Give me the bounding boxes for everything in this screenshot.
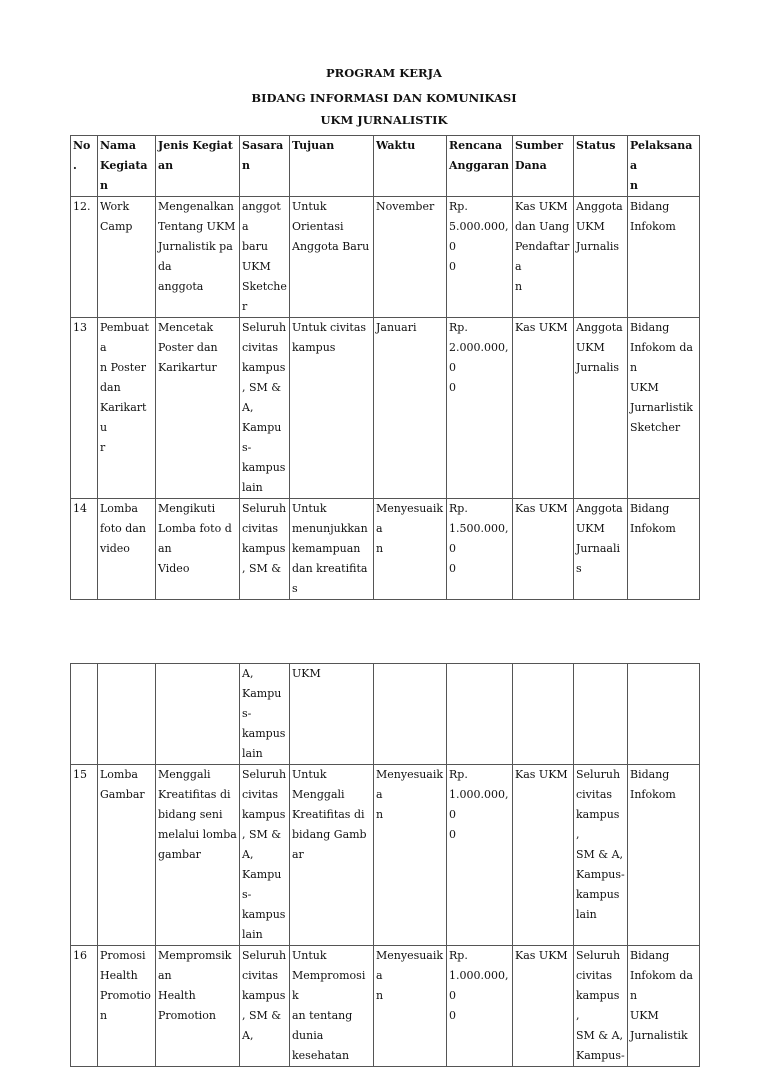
cell-jenis-kegiatan: Mencetak Poster dan Karikartur bbox=[156, 318, 240, 499]
cell-pelaksanaan: Bidang Infokom dan UKM Jurnalistik bbox=[628, 946, 700, 1067]
cell-tujuan: Untuk civitas kampus bbox=[290, 318, 374, 499]
cell-pelaksanaan: Bidang Infokom bbox=[628, 197, 700, 318]
cell-sumber-dana bbox=[513, 664, 574, 765]
cell-waktu: November bbox=[374, 197, 447, 318]
table-row bbox=[71, 946, 700, 1067]
cell-pelaksanaan: Bidang Infokom dan UKM Jurnarlistik Sketcher bbox=[628, 318, 700, 499]
table-header bbox=[71, 136, 700, 197]
cell-status bbox=[574, 664, 628, 765]
cell-status: Anggota UKM Jurnalis bbox=[574, 318, 628, 499]
header-status: Status bbox=[574, 136, 628, 197]
cell-no bbox=[71, 664, 98, 765]
header-jenis-kegiatan: Jenis Kegiatan bbox=[156, 136, 240, 197]
header-rencana-anggaran: Rencana Anggaran bbox=[447, 136, 513, 197]
cell-no: 13 bbox=[71, 318, 98, 499]
cell-sasaran: anggota baru UKM Sketche r bbox=[240, 197, 290, 318]
cell-waktu bbox=[374, 664, 447, 765]
doc-title-1: PROGRAM KERJA bbox=[326, 66, 442, 80]
cell-sumber-dana: Kas UKM bbox=[513, 499, 574, 600]
cell-rencana-anggaran: Rp. 1.000.000,0 0 bbox=[447, 946, 513, 1067]
cell-rencana-anggaran: Rp. 1.000.000,0 0 bbox=[447, 765, 513, 946]
header-sasaran: Sasara n bbox=[240, 136, 290, 197]
cell-sumber-dana: Kas UKM bbox=[513, 946, 574, 1067]
cell-nama-kegiatan: Lomba Gambar bbox=[98, 765, 156, 946]
table-body bbox=[71, 664, 700, 1067]
header-waktu: Waktu bbox=[374, 136, 447, 197]
cell-sasaran: A, Kampu s- kampus lain bbox=[240, 664, 290, 765]
table-row bbox=[71, 197, 700, 318]
cell-no: 16 bbox=[71, 946, 98, 1067]
doc-title-2: BIDANG INFORMASI DAN KOMUNIKASI bbox=[251, 91, 517, 105]
cell-no: 15 bbox=[71, 765, 98, 946]
cell-waktu: Menyesuaika n bbox=[374, 765, 447, 946]
cell-jenis-kegiatan: Menggali Kreatifitas di bidang seni melalui lomba gambar bbox=[156, 765, 240, 946]
cell-pelaksanaan bbox=[628, 664, 700, 765]
cell-sumber-dana: Kas UKM bbox=[513, 318, 574, 499]
cell-rencana-anggaran bbox=[447, 664, 513, 765]
cell-sasaran: Seluruh civitas kampus , SM & A, Kampu s- kampus lain bbox=[240, 318, 290, 499]
cell-jenis-kegiatan: Mengenalkan Tentang UKM Jurnalistik pada anggota bbox=[156, 197, 240, 318]
cell-rencana-anggaran: Rp. 5.000.000,0 0 bbox=[447, 197, 513, 318]
cell-rencana-anggaran: Rp. 1.500.000,0 0 bbox=[447, 499, 513, 600]
work-program-table bbox=[70, 135, 700, 600]
cell-nama-kegiatan bbox=[98, 664, 156, 765]
cell-waktu: Januari bbox=[374, 318, 447, 499]
work-program-table-continued bbox=[70, 663, 700, 1067]
cell-tujuan: Untuk Mempromosik an tentang dunia kesehatan bbox=[290, 946, 374, 1067]
cell-sasaran: Seluruh civitas kampus , SM & bbox=[240, 499, 290, 600]
header-sumber-dana: Sumber Dana bbox=[513, 136, 574, 197]
cell-nama-kegiatan: Pembuata n Poster dan Karikartu r bbox=[98, 318, 156, 499]
cell-nama-kegiatan: Promosi Health Promotio n bbox=[98, 946, 156, 1067]
doc-title-3: UKM JURNALISTIK bbox=[320, 113, 448, 127]
header-no: No . bbox=[71, 136, 98, 197]
cell-pelaksanaan: Bidang Infokom bbox=[628, 765, 700, 946]
cell-jenis-kegiatan: Mengikuti Lomba foto dan Video bbox=[156, 499, 240, 600]
cell-status: Anggota UKM Jurnaalis bbox=[574, 499, 628, 600]
cell-no: 12. bbox=[71, 197, 98, 318]
cell-jenis-kegiatan: Mempromsikan Health Promotion bbox=[156, 946, 240, 1067]
cell-tujuan: Untuk menunjukkan kemampuan dan kreatifitas bbox=[290, 499, 374, 600]
cell-tujuan: UKM bbox=[290, 664, 374, 765]
cell-status: Seluruh civitas kampus , SM & A, Kampus- kampus lain bbox=[574, 765, 628, 946]
cell-status: Anggota UKM Jurnalis bbox=[574, 197, 628, 318]
cell-waktu: Menyesuaika n bbox=[374, 946, 447, 1067]
header-pelaksanaan: Pelaksanaa n bbox=[628, 136, 700, 197]
cell-tujuan: Untuk Orientasi Anggota Baru bbox=[290, 197, 374, 318]
cell-sasaran: Seluruh civitas kampus , SM & A, bbox=[240, 946, 290, 1067]
cell-rencana-anggaran: Rp. 2.000.000,0 0 bbox=[447, 318, 513, 499]
cell-no: 14 bbox=[71, 499, 98, 600]
cell-pelaksanaan: Bidang Infokom bbox=[628, 499, 700, 600]
header-tujuan: Tujuan bbox=[290, 136, 374, 197]
cell-sasaran: Seluruh civitas kampus , SM & A, Kampu s- kampus lain bbox=[240, 765, 290, 946]
header-row bbox=[71, 136, 700, 197]
table-row bbox=[71, 499, 700, 600]
header-nama-kegiatan: Nama Kegiatan bbox=[98, 136, 156, 197]
cell-jenis-kegiatan bbox=[156, 664, 240, 765]
cell-status: Seluruh civitas kampus , SM & A, Kampus- bbox=[574, 946, 628, 1067]
cell-sumber-dana: Kas UKM bbox=[513, 765, 574, 946]
table-row bbox=[71, 765, 700, 946]
cell-sumber-dana: Kas UKM dan Uang Pendaftara n bbox=[513, 197, 574, 318]
cell-tujuan: Untuk Menggali Kreatifitas di bidang Gambar bbox=[290, 765, 374, 946]
cell-nama-kegiatan: Work Camp bbox=[98, 197, 156, 318]
table-body bbox=[71, 197, 700, 600]
cell-nama-kegiatan: Lomba foto dan video bbox=[98, 499, 156, 600]
table-row bbox=[71, 664, 700, 765]
cell-waktu: Menyesuaika n bbox=[374, 499, 447, 600]
table-row bbox=[71, 318, 700, 499]
